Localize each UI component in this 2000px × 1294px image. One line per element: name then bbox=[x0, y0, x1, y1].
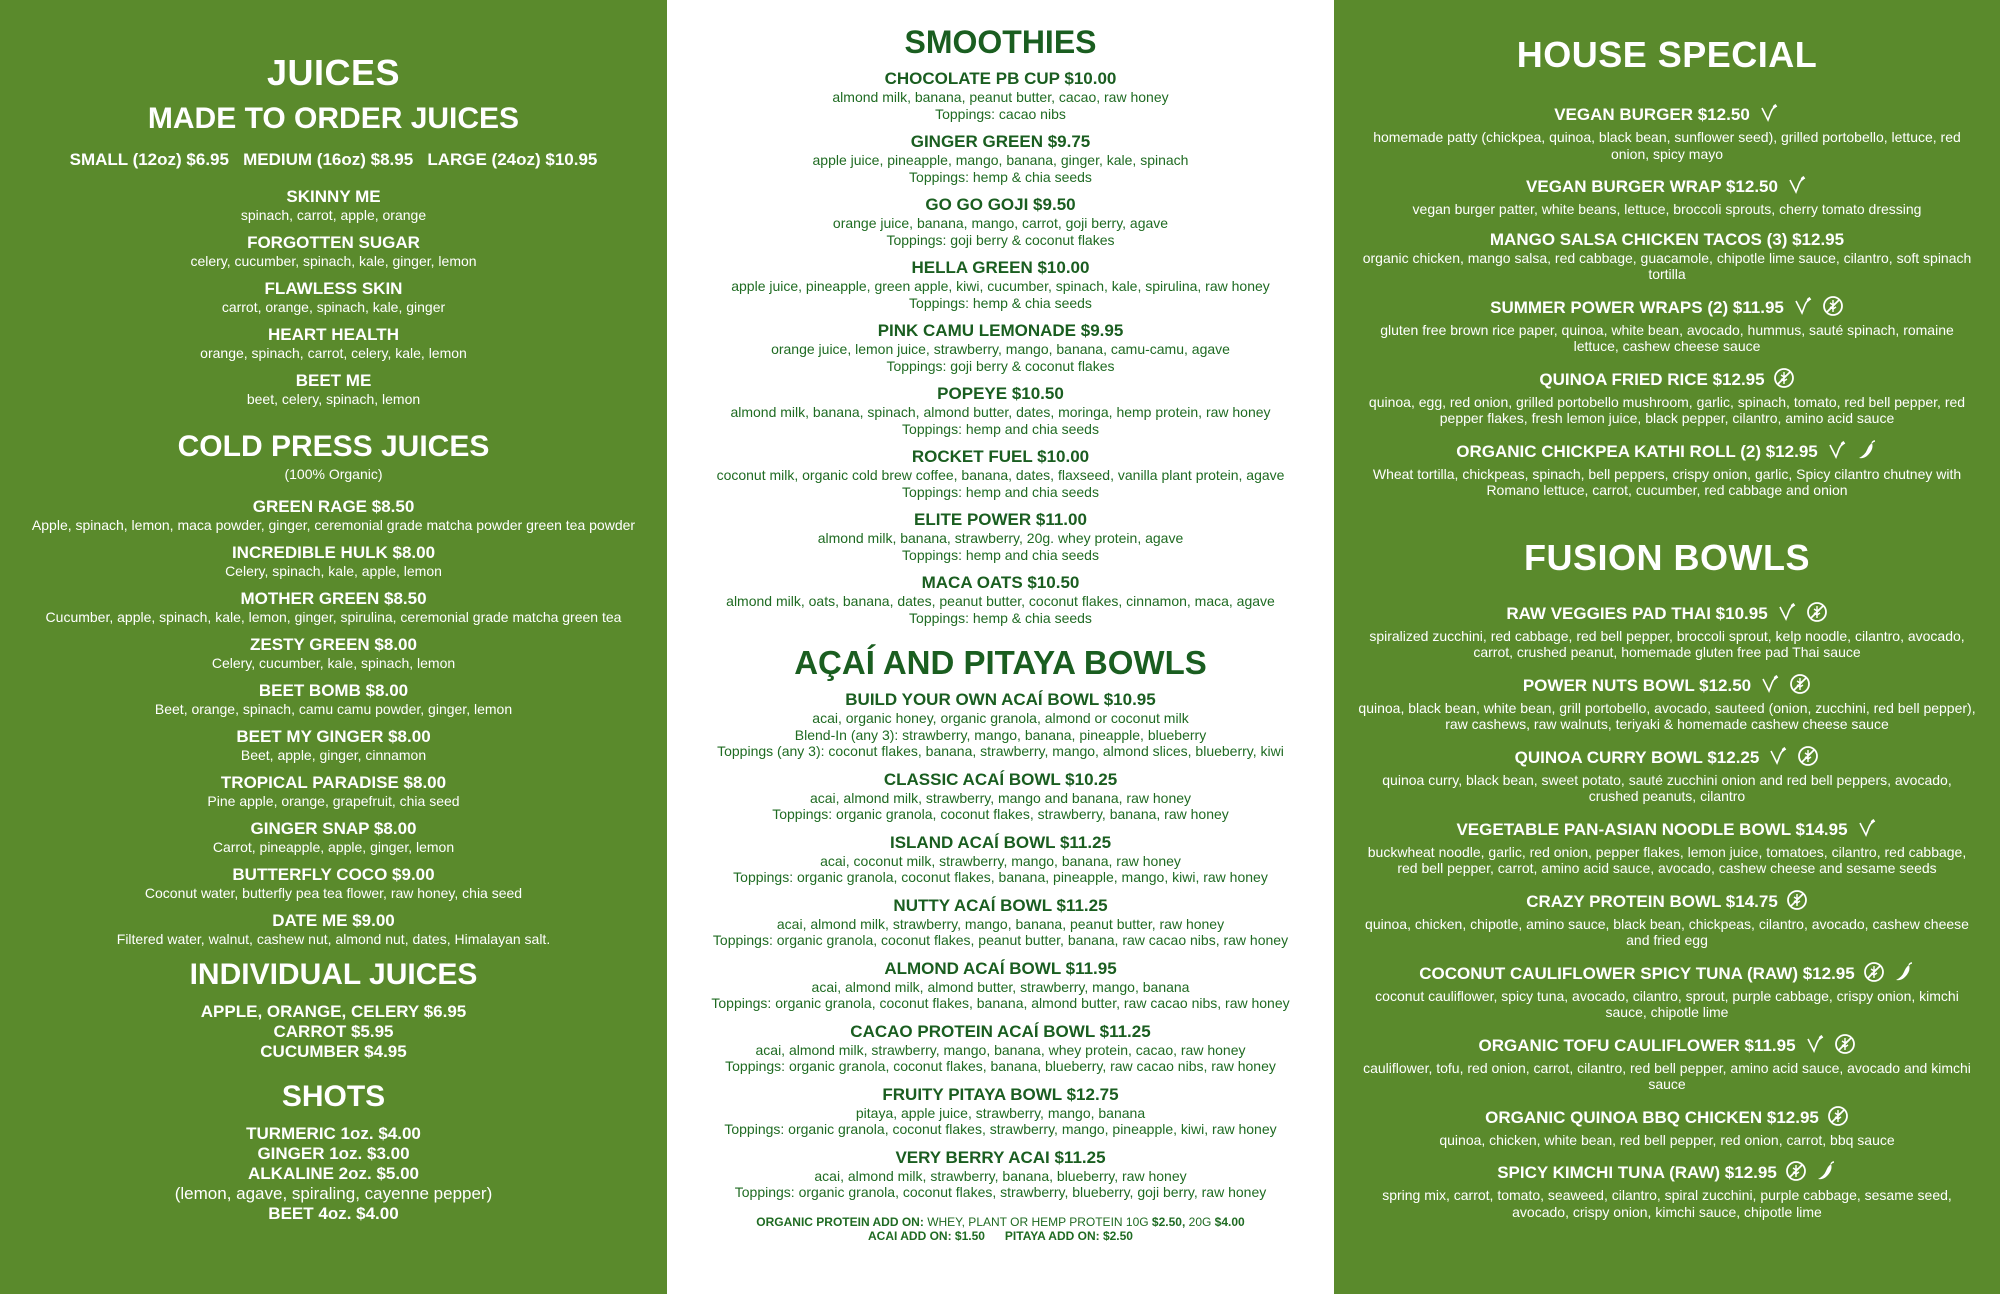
item-description: Toppings: organic granola, coconut flakes, peanut butter, banana, raw cacao nibs, raw honey bbox=[712, 932, 1289, 948]
cold-press-note: (100% Organic) bbox=[284, 466, 383, 482]
item-name: BUTTERFLY COCO $9.00 bbox=[232, 865, 435, 884]
menu-item bbox=[667, 321, 1334, 374]
item-name: ROCKET FUEL $10.00 bbox=[911, 447, 1090, 466]
item-description: Toppings: organic granola, coconut flakes, strawberry, blueberry, goji berry, raw honey bbox=[734, 1184, 1267, 1200]
gluten-free-icon bbox=[1785, 1160, 1807, 1187]
item-name: CLASSIC ACAÍ BOWL $10.25 bbox=[883, 769, 1118, 789]
bowls-list bbox=[667, 690, 1334, 1201]
cold-press-title: COLD PRESS JUICES bbox=[177, 430, 490, 463]
item-name: PINK CAMU LEMONADE $9.95 bbox=[877, 321, 1124, 340]
item-name: SKINNY ME bbox=[286, 187, 381, 206]
item-heading bbox=[1334, 102, 2000, 129]
item-toppings: Toppings: hemp & chia seeds bbox=[909, 609, 1092, 626]
item-description: coconut milk, organic cold brew coffee, banana, dates, flaxseed, vanilla plant protein, agave bbox=[716, 467, 1285, 483]
menu-item bbox=[1334, 102, 2000, 162]
item-description: quinoa, chicken, white bean, red bell pepper, red onion, carrot, bbq sauce bbox=[1439, 1131, 1895, 1148]
menu-item bbox=[1334, 889, 2000, 949]
vegan-icon bbox=[1786, 174, 1808, 201]
item-description: Filtered water, walnut, cashew nut, almond nut, dates, Himalayan salt. bbox=[116, 931, 551, 947]
item-name: ALMOND ACAÍ BOWL $11.95 bbox=[884, 958, 1117, 978]
item-description: quinoa curry, black bean, sweet potato, sauté zucchini onion and red bell peppers, avocado, crushed peanuts, cilantro bbox=[1382, 771, 1952, 804]
list-item: BEET 4oz. $4.00 bbox=[268, 1204, 399, 1223]
list-item: TURMERIC 1oz. $4.00 bbox=[246, 1124, 421, 1143]
item-name: BUILD YOUR OWN ACAÍ BOWL $10.95 bbox=[845, 690, 1156, 709]
item-description: almond milk, oats, banana, dates, peanut butter, coconut flakes, cinnamon, maca, agave bbox=[726, 593, 1275, 609]
item-description: quinoa, egg, red onion, grilled portobello mushroom, garlic, spinach, tomato, red bell pepper, red pepper flakes, fresh lemon juice, black pepper, cilantro, amino acid sauce bbox=[1368, 393, 1966, 426]
item-description: acai, organic honey, organic granola, almond or coconut milk bbox=[812, 710, 1189, 726]
item-name: INCREDIBLE HULK $8.00 bbox=[231, 543, 436, 562]
menu-item bbox=[1334, 1105, 2000, 1149]
item-name: ZESTY GREEN $8.00 bbox=[250, 635, 417, 654]
item-name: MOTHER GREEN $8.50 bbox=[240, 589, 427, 608]
menu-item bbox=[667, 447, 1334, 500]
menu-item bbox=[667, 195, 1334, 248]
item-description: celery, cucumber, spinach, kale, ginger, lemon bbox=[190, 253, 477, 269]
bowls-title: AÇAÍ AND PITAYA BOWLS bbox=[794, 644, 1207, 681]
vegan-icon bbox=[1767, 745, 1789, 772]
menu-item bbox=[1334, 295, 2000, 355]
item-name: QUINOA CURRY BOWL $12.25 bbox=[1514, 747, 1760, 767]
item-name: GREEN RAGE $8.50 bbox=[252, 497, 415, 516]
item-name: ORGANIC TOFU CAULIFLOWER $11.95 bbox=[1478, 1035, 1796, 1055]
item-heading bbox=[1334, 817, 2000, 844]
juices-title: JUICES bbox=[266, 52, 401, 93]
menu-item bbox=[0, 232, 667, 270]
item-description: Beet, orange, spinach, camu camu powder, ginger, lemon bbox=[154, 701, 513, 717]
menu-item bbox=[0, 680, 667, 718]
menu-item bbox=[667, 1085, 1334, 1138]
menu-item bbox=[0, 726, 667, 764]
item-description: Pine apple, orange, grapefruit, chia seed bbox=[207, 793, 460, 809]
item-description: acai, almond milk, strawberry, mango, banana, peanut butter, raw honey bbox=[776, 915, 1225, 932]
vegan-icon bbox=[1826, 439, 1848, 466]
item-heading bbox=[1334, 230, 2000, 250]
item-toppings: Toppings: hemp & chia seeds bbox=[909, 294, 1092, 311]
item-name: CHOCOLATE PB CUP $10.00 bbox=[884, 69, 1117, 88]
protein-add-on bbox=[667, 1215, 1334, 1229]
item-name: ISLAND ACAÍ BOWL $11.25 bbox=[889, 832, 1112, 852]
item-name: VERY BERRY ACAI $11.25 bbox=[895, 1147, 1106, 1167]
item-description: Carrot, pineapple, apple, ginger, lemon bbox=[212, 839, 455, 855]
menu-item bbox=[0, 542, 667, 580]
menu-item bbox=[1334, 174, 2000, 218]
item-name: QUINOA FRIED RICE $12.95 bbox=[1539, 369, 1765, 389]
menu-item bbox=[0, 278, 667, 316]
item-name: ORGANIC CHICKPEA KATHI ROLL (2) $12.95 bbox=[1456, 441, 1818, 461]
item-heading bbox=[1334, 601, 2000, 628]
item-name: ORGANIC QUINOA BBQ CHICKEN $12.95 bbox=[1485, 1107, 1819, 1127]
menu-item bbox=[0, 818, 667, 856]
item-name: FRUITY PITAYA BOWL $12.75 bbox=[882, 1084, 1119, 1104]
item-toppings: Toppings: hemp and chia seeds bbox=[902, 483, 1099, 500]
menu-item bbox=[667, 258, 1334, 311]
gluten-free-icon bbox=[1827, 1105, 1849, 1132]
menu-item bbox=[0, 324, 667, 362]
gluten-free-icon bbox=[1822, 295, 1844, 322]
menu-item bbox=[0, 588, 667, 626]
house-special-list bbox=[1334, 102, 2000, 499]
item-name: FORGOTTEN SUGAR bbox=[247, 233, 420, 252]
item-description: spiralized zucchini, red cabbage, red bell pepper, broccoli sprout, kelp noodle, cilantro, avocado, carrot, crushed peanut, homemade gluten free pad Thai sauce bbox=[1369, 627, 1965, 660]
item-description: homemade patty (chickpea, quinoa, black bean, sunflower seed), grilled portobello, lettuce, red onion, spicy mayo bbox=[1373, 129, 1961, 162]
item-description: acai, almond milk, strawberry, mango, banana, whey protein, cacao, raw honey bbox=[755, 1041, 1246, 1058]
menu-item bbox=[1334, 367, 2000, 427]
menu-item bbox=[1334, 1160, 2000, 1220]
vegan-icon bbox=[1856, 817, 1878, 844]
item-name: NUTTY ACAÍ BOWL $11.25 bbox=[893, 895, 1108, 915]
item-name: ELITE POWER $11.00 bbox=[914, 510, 1087, 529]
item-description: acai, almond milk, almond butter, strawberry, mango, banana bbox=[811, 978, 1190, 995]
size-prices: SMALL (12oz) $6.95 MEDIUM (16oz) $8.95 LARGE (24oz) $10.95 bbox=[69, 150, 598, 169]
item-description: quinoa, black bean, white bean, grill portobello, avocado, sauteed (onion, zucchini, red bell pepper), raw cashews, raw walnuts, teriyaki & homemade cashew cheese sauce bbox=[1358, 699, 1976, 732]
item-name: MANGO SALSA CHICKEN TACOS (3) $12.95 bbox=[1489, 229, 1845, 249]
item-description: Beet, apple, ginger, cinnamon bbox=[240, 747, 427, 763]
gluten-free-icon bbox=[1834, 1033, 1856, 1060]
vegan-icon bbox=[1758, 102, 1780, 129]
menu-item bbox=[1334, 673, 2000, 733]
protein-add-on-text: WHEY, PLANT OR HEMP PROTEIN 10G bbox=[927, 1214, 1149, 1229]
gluten-free-icon bbox=[1806, 601, 1828, 628]
item-name: HELLA GREEN $10.00 bbox=[911, 258, 1090, 277]
item-heading bbox=[1334, 367, 2000, 394]
fusion-bowls-title: FUSION BOWLS bbox=[1524, 536, 1810, 578]
item-description: coconut cauliflower, spicy tuna, avocado, cilantro, sprout, purple cabbage, crispy onion, kimchi sauce, chipotle lime bbox=[1375, 987, 1959, 1020]
menu-item bbox=[667, 896, 1334, 949]
item-description: Toppings: organic granola, coconut flakes, banana, blueberry, raw cacao nibs, raw honey bbox=[725, 1058, 1276, 1074]
vegan-icon bbox=[1792, 295, 1814, 322]
menu-item bbox=[0, 864, 667, 902]
smoothies-title: SMOOTHIES bbox=[904, 24, 1097, 60]
shots-note: (lemon, agave, spiraling, cayenne pepper) bbox=[174, 1184, 493, 1203]
item-description: Wheat tortilla, chickpeas, spinach, bell peppers, crispy onion, garlic, Spicy cilantro chutney with Romano lettuce, carrot, cucumber, red cabbage and onion bbox=[1372, 465, 1962, 498]
item-name: CRAZY PROTEIN BOWL $14.75 bbox=[1526, 891, 1778, 911]
menu-item bbox=[667, 384, 1334, 437]
item-description: Coconut water, butterfly pea tea flower, raw honey, chia seed bbox=[144, 885, 523, 901]
individual-juices-title: INDIVIDUAL JUICES bbox=[189, 958, 478, 991]
item-description: Celery, spinach, kale, apple, lemon bbox=[225, 563, 442, 579]
menu-item bbox=[667, 690, 1334, 760]
menu-item bbox=[667, 1148, 1334, 1201]
menu-item bbox=[1334, 230, 2000, 283]
list-item: CUCUMBER $4.95 bbox=[260, 1042, 407, 1061]
item-description: Toppings: organic granola, coconut flakes, banana, almond butter, raw cacao nibs, raw honey bbox=[711, 995, 1290, 1011]
gluten-free-icon bbox=[1773, 367, 1795, 394]
item-description: Apple, spinach, lemon, maca powder, ginger, ceremonial grade matcha powder green tea powder bbox=[31, 517, 636, 533]
protein-add-on-price2: $4.00 bbox=[1214, 1214, 1245, 1229]
item-name: SUMMER POWER WRAPS (2) $11.95 bbox=[1490, 297, 1784, 317]
shots-list bbox=[0, 1124, 667, 1224]
item-description: cauliflower, tofu, red onion, carrot, cilantro, red bell pepper, amino acid sauce, avocado and kimchi sauce bbox=[1363, 1059, 1971, 1092]
item-description: pitaya, apple juice, strawberry, mango, banana bbox=[855, 1104, 1146, 1121]
item-name: VEGAN BURGER $12.50 bbox=[1554, 104, 1750, 124]
list-item: CARROT $5.95 bbox=[273, 1022, 394, 1041]
item-heading bbox=[1334, 439, 2000, 466]
menu-item bbox=[667, 959, 1334, 1012]
item-description: beet, celery, spinach, lemon bbox=[246, 391, 421, 407]
menu-item bbox=[0, 772, 667, 810]
item-description: orange juice, banana, mango, carrot, goji berry, agave bbox=[832, 215, 1169, 231]
individual-juices-list bbox=[0, 1002, 667, 1062]
item-name: RAW VEGGIES PAD THAI $10.95 bbox=[1506, 603, 1768, 623]
gluten-free-icon bbox=[1789, 673, 1811, 700]
item-name: VEGAN BURGER WRAP $12.50 bbox=[1526, 176, 1778, 196]
item-name: GINGER GREEN $9.75 bbox=[910, 132, 1091, 151]
menu-item bbox=[667, 770, 1334, 823]
gluten-free-icon bbox=[1797, 745, 1819, 772]
add-ons bbox=[667, 1215, 1334, 1243]
juices-panel bbox=[0, 0, 667, 1294]
menu-item bbox=[667, 132, 1334, 185]
fusion-bowls-list bbox=[1334, 601, 2000, 1221]
item-description: orange juice, lemon juice, strawberry, mango, banana, camu-camu, agave bbox=[771, 341, 1230, 357]
vegan-icon bbox=[1776, 601, 1798, 628]
item-name: VEGETABLE PAN-ASIAN NOODLE BOWL $14.95 bbox=[1456, 819, 1848, 839]
item-description: buckwheat noodle, garlic, red onion, pepper flakes, lemon juice, tomatoes, cilantro, red cabbage, red bell pepper, carrot, amino acid sauce, avocado, cashew cheese and sesame seeds bbox=[1367, 843, 1967, 876]
item-description: acai, coconut milk, strawberry, mango, banana, raw honey bbox=[820, 852, 1181, 869]
item-description: spinach, carrot, apple, orange bbox=[240, 207, 427, 223]
item-description: vegan burger patter, white beans, lettuce, broccoli sprouts, cherry tomato dressing bbox=[1412, 201, 1922, 217]
item-description: acai, almond milk, strawberry, mango and banana, raw honey bbox=[809, 789, 1192, 806]
item-heading bbox=[1334, 174, 2000, 201]
list-item: ALKALINE 2oz. $5.00 bbox=[248, 1164, 419, 1183]
item-name: DATE ME $9.00 bbox=[272, 911, 395, 930]
item-heading bbox=[1334, 1033, 2000, 1060]
item-description: almond milk, banana, peanut butter, cacao, raw honey bbox=[832, 89, 1169, 105]
item-name: HEART HEALTH bbox=[268, 325, 399, 344]
protein-add-on-label: ORGANIC PROTEIN ADD ON: bbox=[756, 1214, 924, 1229]
item-description: orange, spinach, carrot, celery, kale, lemon bbox=[200, 345, 467, 361]
item-description: Toppings (any 3): coconut flakes, banana, strawberry, mango, almond slices, blueberry, kiwi bbox=[717, 743, 1284, 759]
menu-item bbox=[1334, 961, 2000, 1021]
item-description: Celery, cucumber, kale, spinach, lemon bbox=[211, 655, 456, 671]
smoothies-list bbox=[667, 69, 1334, 626]
menu-item bbox=[0, 634, 667, 672]
item-name: BEET BOMB $8.00 bbox=[258, 681, 409, 700]
menu-item bbox=[667, 1022, 1334, 1075]
item-description: Toppings: organic granola, coconut flakes, strawberry, mango, pineapple, kiwi, raw honey bbox=[724, 1121, 1277, 1137]
chili-pepper-icon bbox=[1815, 1160, 1837, 1187]
vegan-icon bbox=[1759, 673, 1781, 700]
item-heading bbox=[1334, 295, 2000, 322]
item-heading bbox=[1334, 745, 2000, 772]
menu-item bbox=[1334, 601, 2000, 661]
item-name: POPEYE $10.50 bbox=[937, 384, 1064, 403]
item-name: BEET MY GINGER $8.00 bbox=[236, 727, 431, 746]
item-description: apple juice, pineapple, mango, banana, ginger, kale, spinach bbox=[812, 152, 1189, 168]
item-name: SPICY KIMCHI TUNA (RAW) $12.95 bbox=[1497, 1162, 1777, 1182]
protein-add-on-text2: 20G bbox=[1188, 1214, 1212, 1229]
menu-item bbox=[667, 510, 1334, 563]
item-description: Blend-In (any 3): strawberry, mango, banana, pineapple, blueberry bbox=[794, 726, 1207, 743]
item-description: spring mix, carrot, tomato, seaweed, cilantro, spiral zucchini, purple cabbage, sesame seed, avocado, crispy onion, kimchi sauce, chipotle lime bbox=[1382, 1187, 1952, 1220]
item-toppings: Toppings: goji berry & coconut flakes bbox=[886, 357, 1115, 374]
item-toppings: Toppings: hemp and chia seeds bbox=[902, 546, 1099, 563]
house-special-title: HOUSE SPECIAL bbox=[1516, 34, 1818, 75]
menu-item bbox=[1334, 745, 2000, 805]
list-item: APPLE, ORANGE, CELERY $6.95 bbox=[200, 1002, 467, 1021]
item-name: CACAO PROTEIN ACAÍ BOWL $11.25 bbox=[850, 1021, 1151, 1041]
item-description: Cucumber, apple, spinach, kale, lemon, ginger, spirulina, ceremonial grade matcha green tea bbox=[45, 609, 622, 625]
item-description: quinoa, chicken, chipotle, amino sauce, black bean, chickpeas, cilantro, avocado, cashew cheese and fried egg bbox=[1365, 915, 1969, 948]
item-name: BEET ME bbox=[295, 371, 372, 390]
menu-item bbox=[0, 370, 667, 408]
gluten-free-icon bbox=[1863, 961, 1885, 988]
item-heading bbox=[1334, 889, 2000, 916]
item-name: GO GO GOJI $9.50 bbox=[925, 195, 1076, 214]
item-name: TROPICAL PARADISE $8.00 bbox=[220, 773, 447, 792]
shots-title: SHOTS bbox=[281, 1080, 386, 1113]
item-toppings: Toppings: hemp and chia seeds bbox=[902, 420, 1099, 437]
cold-press-list bbox=[0, 496, 667, 948]
menu-item bbox=[0, 186, 667, 224]
menu-item bbox=[0, 910, 667, 948]
menu-item bbox=[667, 833, 1334, 886]
item-toppings: Toppings: goji berry & coconut flakes bbox=[886, 231, 1115, 248]
item-heading bbox=[1334, 961, 2000, 988]
item-toppings: Toppings: hemp & chia seeds bbox=[909, 168, 1092, 185]
specials-panel bbox=[1334, 0, 2000, 1294]
item-description: apple juice, pineapple, green apple, kiwi, cucumber, spinach, kale, spirulina, raw honey bbox=[731, 278, 1270, 294]
menu-item bbox=[1334, 817, 2000, 877]
fruit-add-on: ACAI ADD ON: $1.50 PITAYA ADD ON: $2.50 bbox=[868, 1228, 1133, 1243]
item-name: COCONUT CAULIFLOWER SPICY TUNA (RAW) $12.95 bbox=[1419, 963, 1855, 983]
chili-pepper-icon bbox=[1893, 961, 1915, 988]
menu-item bbox=[667, 69, 1334, 122]
item-heading bbox=[1334, 673, 2000, 700]
item-description: almond milk, banana, spinach, almond butter, dates, moringa, hemp protein, raw honey bbox=[730, 404, 1271, 420]
item-description: carrot, orange, spinach, kale, ginger bbox=[221, 299, 446, 315]
menu-item bbox=[667, 573, 1334, 626]
made-to-order-list bbox=[0, 186, 667, 408]
item-description: gluten free brown rice paper, quinoa, white bean, avocado, hummus, sauté spinach, romaine lettuce, cashew cheese sauce bbox=[1380, 321, 1954, 354]
item-description: organic chicken, mango salsa, red cabbage, guacamole, chipotle lime sauce, cilantro, soft spinach tortilla bbox=[1362, 249, 1972, 282]
made-to-order-title: MADE TO ORDER JUICES bbox=[147, 102, 520, 135]
item-toppings: Toppings: cacao nibs bbox=[935, 105, 1066, 122]
item-heading bbox=[1334, 1160, 2000, 1187]
item-description: Toppings: organic granola, coconut flakes, banana, pineapple, mango, kiwi, raw honey bbox=[733, 869, 1268, 885]
item-name: MACA OATS $10.50 bbox=[921, 573, 1080, 592]
menu-item bbox=[1334, 439, 2000, 499]
chili-pepper-icon bbox=[1856, 439, 1878, 466]
smoothies-panel bbox=[667, 0, 1334, 1294]
item-description: Toppings: organic granola, coconut flakes, strawberry, banana, raw honey bbox=[772, 806, 1229, 822]
list-item: GINGER 1oz. $3.00 bbox=[257, 1144, 410, 1163]
item-description: almond milk, banana, strawberry, 20g. whey protein, agave bbox=[817, 530, 1184, 546]
item-description: acai, almond milk, strawberry, banana, blueberry, raw honey bbox=[814, 1167, 1187, 1184]
vegan-icon bbox=[1804, 1033, 1826, 1060]
item-name: FLAWLESS SKIN bbox=[264, 279, 403, 298]
protein-add-on-price: $2.50, bbox=[1151, 1214, 1186, 1229]
item-name: GINGER SNAP $8.00 bbox=[250, 819, 417, 838]
menu-item bbox=[1334, 1033, 2000, 1093]
item-name: POWER NUTS BOWL $12.50 bbox=[1522, 675, 1752, 695]
menu-item bbox=[0, 496, 667, 534]
gluten-free-icon bbox=[1786, 889, 1808, 916]
item-heading bbox=[1334, 1105, 2000, 1132]
